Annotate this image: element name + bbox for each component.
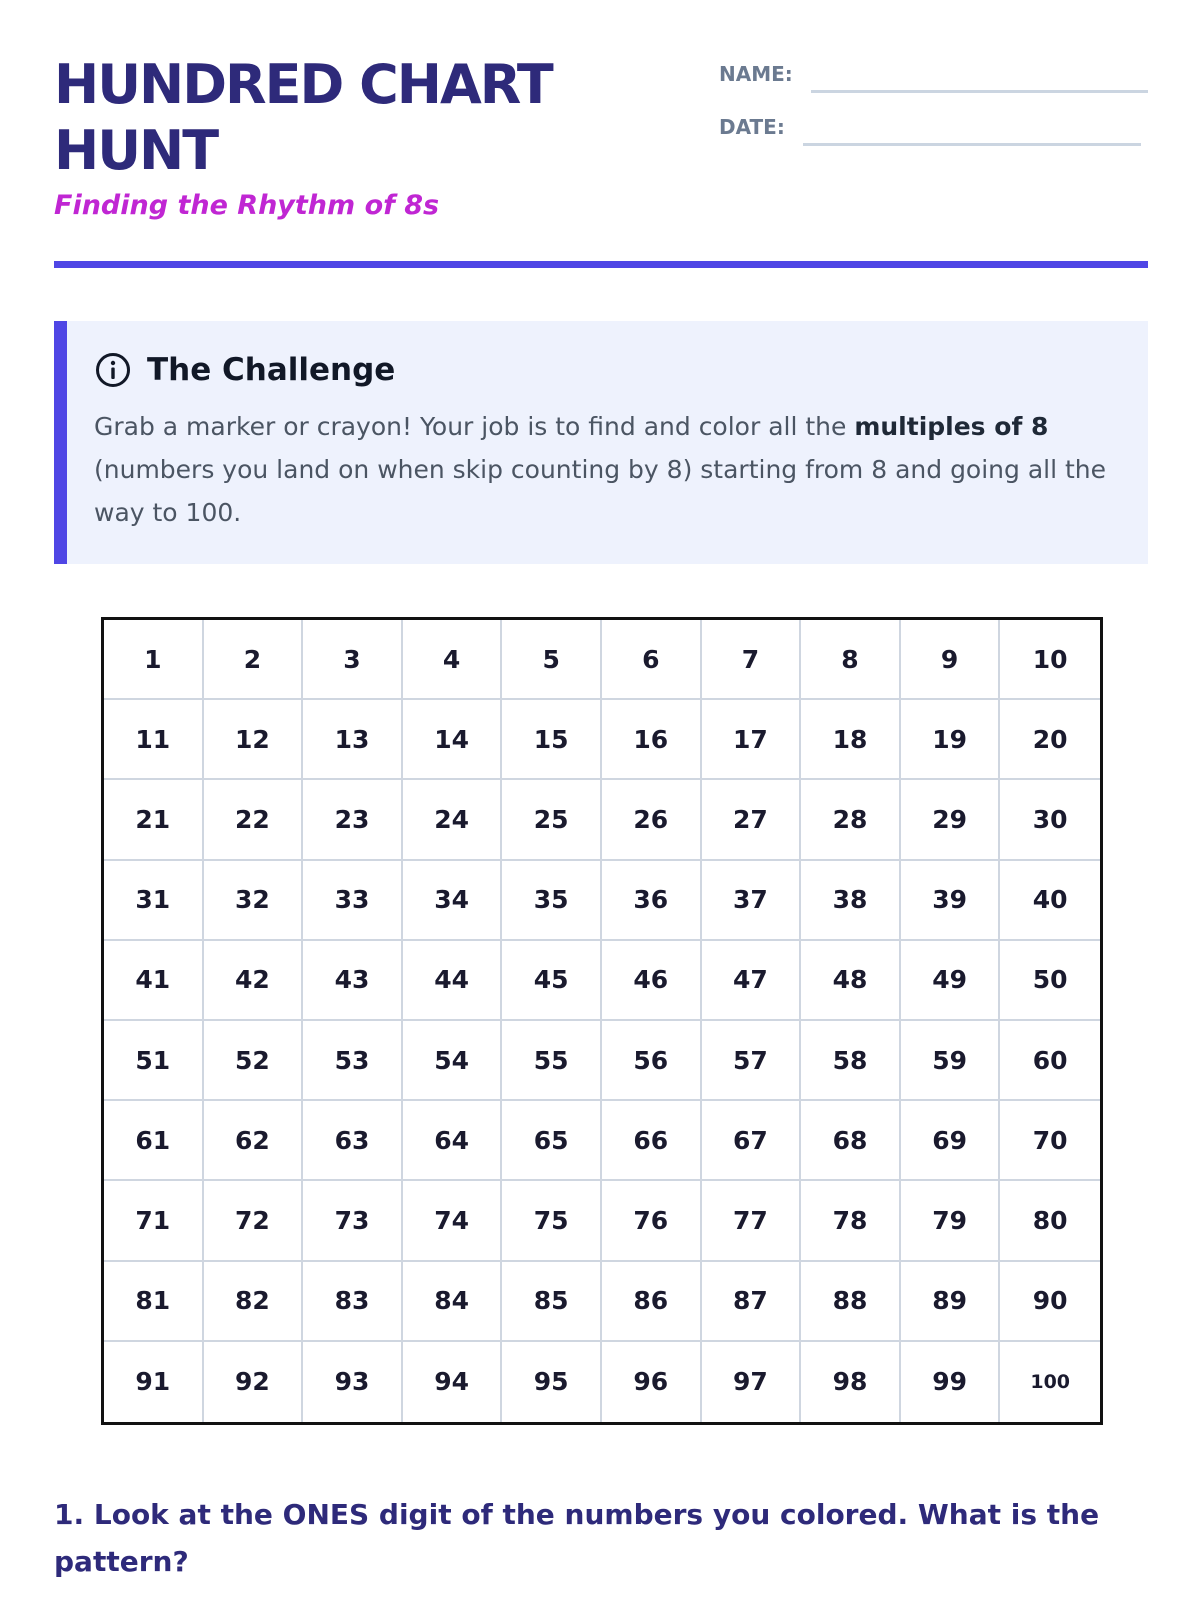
chart-cell[interactable]: 91 [104,1342,204,1422]
chart-cell[interactable]: 70 [1000,1101,1100,1181]
chart-cell[interactable]: 81 [104,1262,204,1342]
chart-cell[interactable]: 9 [901,620,1001,700]
chart-cell[interactable]: 57 [702,1021,802,1101]
chart-cell[interactable]: 89 [901,1262,1001,1342]
date-label: DATE: [719,115,785,139]
chart-cell[interactable]: 38 [801,861,901,941]
chart-cell[interactable]: 54 [403,1021,503,1101]
chart-cell[interactable]: 39 [901,861,1001,941]
chart-cell[interactable]: 20 [1000,700,1100,780]
chart-cell[interactable]: 78 [801,1181,901,1261]
chart-cell[interactable]: 40 [1000,861,1100,941]
challenge-title: The Challenge [147,352,396,388]
chart-cell[interactable]: 82 [204,1262,304,1342]
chart-cell[interactable]: 83 [303,1262,403,1342]
hundred-chart [101,617,1103,1425]
chart-cell[interactable]: 15 [502,700,602,780]
chart-cell[interactable]: 45 [502,941,602,1021]
chart-cell[interactable]: 87 [702,1262,802,1342]
chart-cell[interactable]: 63 [303,1101,403,1181]
chart-cell[interactable]: 88 [801,1262,901,1342]
chart-cell[interactable]: 65 [502,1101,602,1181]
chart-cell[interactable]: 23 [303,780,403,860]
name-label: NAME: [719,62,793,86]
chart-cell[interactable]: 67 [702,1101,802,1181]
chart-cell[interactable]: 3 [303,620,403,700]
challenge-text-intro: Grab a marker or crayon! Your job is to find and color all the [94,412,855,441]
chart-cell[interactable]: 69 [901,1101,1001,1181]
chart-cell[interactable]: 53 [303,1021,403,1101]
chart-cell[interactable]: 74 [403,1181,503,1261]
chart-cell[interactable]: 7 [702,620,802,700]
date-field[interactable] [803,143,1141,146]
chart-cell[interactable]: 86 [602,1262,702,1342]
chart-cell[interactable]: 90 [1000,1262,1100,1342]
chart-cell[interactable]: 33 [303,861,403,941]
chart-cell[interactable]: 44 [403,941,503,1021]
chart-cell[interactable]: 84 [403,1262,503,1342]
chart-cell[interactable]: 77 [702,1181,802,1261]
chart-cell[interactable]: 5 [502,620,602,700]
chart-cell[interactable]: 66 [602,1101,702,1181]
chart-cell[interactable]: 34 [403,861,503,941]
chart-cell[interactable]: 92 [204,1342,304,1422]
chart-cell[interactable]: 72 [204,1181,304,1261]
chart-cell[interactable]: 22 [204,780,304,860]
chart-cell[interactable]: 49 [901,941,1001,1021]
chart-cell[interactable]: 79 [901,1181,1001,1261]
worksheet-title: HUNDRED CHART HUNT [54,53,552,182]
chart-cell[interactable]: 19 [901,700,1001,780]
chart-cell[interactable]: 11 [104,700,204,780]
name-field[interactable] [811,90,1148,93]
chart-cell[interactable]: 42 [204,941,304,1021]
chart-cell[interactable]: 21 [104,780,204,860]
chart-cell[interactable]: 8 [801,620,901,700]
header-divider [54,261,1148,268]
chart-cell[interactable]: 26 [602,780,702,860]
chart-cell[interactable]: 99 [901,1342,1001,1422]
chart-cell[interactable]: 16 [602,700,702,780]
chart-cell[interactable]: 98 [801,1342,901,1422]
chart-cell[interactable]: 6 [602,620,702,700]
chart-cell[interactable]: 60 [1000,1021,1100,1101]
chart-cell[interactable]: 62 [204,1101,304,1181]
worksheet-subtitle: Finding the Rhythm of 8s [54,190,440,221]
chart-cell[interactable]: 96 [602,1342,702,1422]
chart-cell[interactable]: 35 [502,861,602,941]
chart-cell[interactable]: 25 [502,780,602,860]
chart-cell[interactable]: 56 [602,1021,702,1101]
chart-cell[interactable]: 58 [801,1021,901,1101]
chart-cell[interactable]: 12 [204,700,304,780]
chart-cell[interactable]: 1 [104,620,204,700]
chart-cell[interactable]: 41 [104,941,204,1021]
chart-cell[interactable]: 2 [204,620,304,700]
chart-cell[interactable]: 24 [403,780,503,860]
chart-cell[interactable]: 93 [303,1342,403,1422]
question-1: 1. Look at the ONES digit of the numbers you colored. What is the pattern? [54,1498,1100,1578]
chart-cell[interactable]: 46 [602,941,702,1021]
chart-cell[interactable]: 80 [1000,1181,1100,1261]
chart-cell[interactable]: 61 [104,1101,204,1181]
chart-cell[interactable]: 13 [303,700,403,780]
chart-cell[interactable]: 14 [403,700,503,780]
chart-cell[interactable]: 32 [204,861,304,941]
chart-cell[interactable]: 4 [403,620,503,700]
chart-cell[interactable]: 36 [602,861,702,941]
chart-cell[interactable]: 95 [502,1342,602,1422]
chart-cell[interactable]: 31 [104,861,204,941]
chart-cell[interactable]: 73 [303,1181,403,1261]
challenge-text [94,405,1134,534]
chart-cell[interactable]: 37 [702,861,802,941]
chart-cell[interactable]: 43 [303,941,403,1021]
chart-cell[interactable]: 18 [801,700,901,780]
chart-cell[interactable]: 50 [1000,941,1100,1021]
chart-cell[interactable]: 52 [204,1021,304,1101]
chart-cell[interactable]: 76 [602,1181,702,1261]
chart-cell[interactable]: 55 [502,1021,602,1101]
chart-cell[interactable]: 59 [901,1021,1001,1101]
chart-cell[interactable]: 17 [702,700,802,780]
chart-cell[interactable]: 100 [1030,1370,1071,1393]
challenge-text-rest: (numbers you land on when skip counting by 8) starting from 8 and going all the way to 100. [94,455,1107,527]
chart-cell[interactable]: 51 [104,1021,204,1101]
chart-cell[interactable]: 47 [702,941,802,1021]
chart-cell[interactable]: 71 [104,1181,204,1261]
chart-cell[interactable]: 48 [801,941,901,1021]
chart-cell[interactable]: 85 [502,1262,602,1342]
chart-cell[interactable]: 68 [801,1101,901,1181]
chart-cell[interactable]: 10 [1000,620,1100,700]
chart-cell[interactable]: 30 [1000,780,1100,860]
chart-cell[interactable]: 94 [403,1342,503,1422]
chart-cell[interactable]: 97 [702,1342,802,1422]
chart-cell[interactable]: 75 [502,1181,602,1261]
challenge-text-emphasis: multiples of 8 [854,412,1049,441]
chart-cell[interactable]: 64 [403,1101,503,1181]
chart-cell[interactable]: 29 [901,780,1001,860]
info-icon [95,352,131,388]
chart-cell[interactable]: 27 [702,780,802,860]
chart-cell[interactable]: 28 [801,780,901,860]
